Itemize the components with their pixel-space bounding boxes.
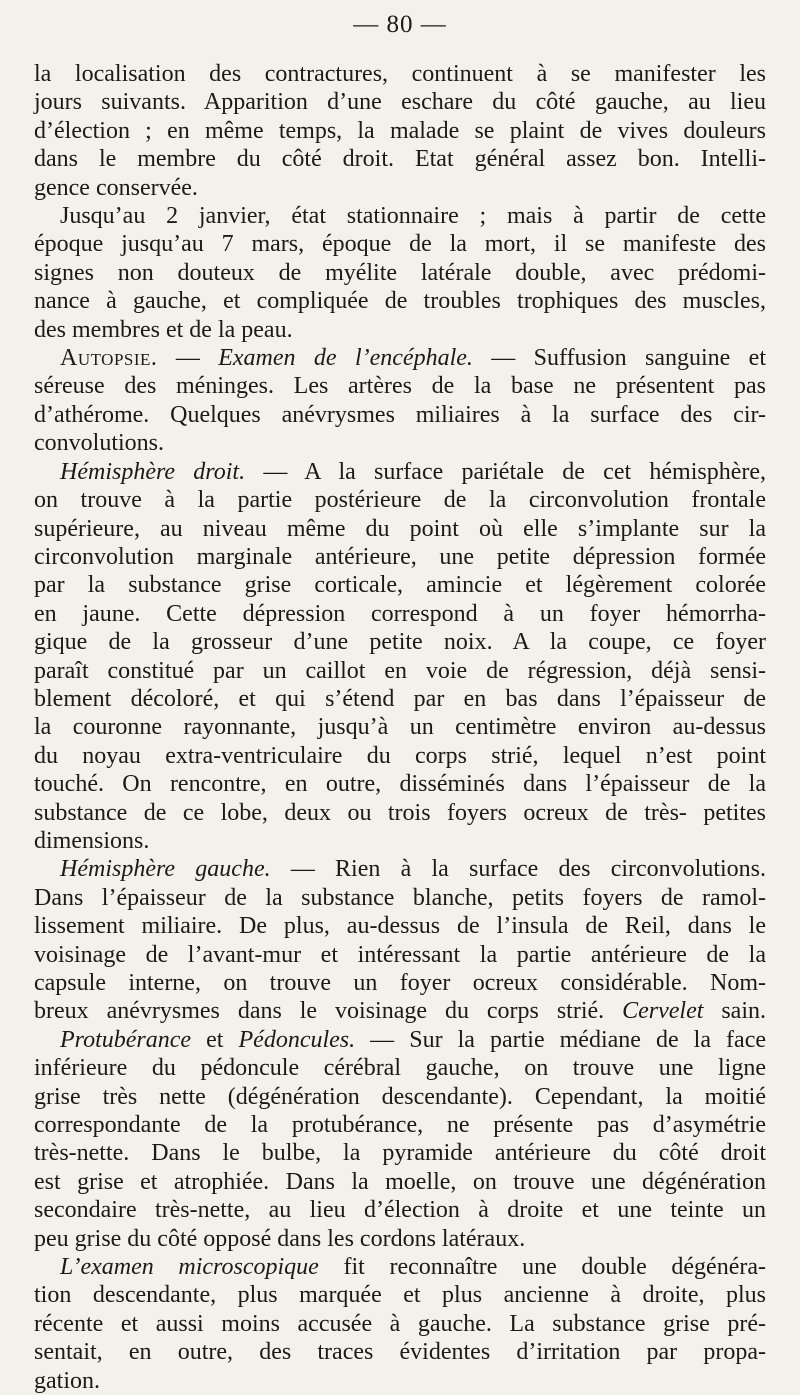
- paragraph-hemisphere-gauche: [34, 855, 766, 1025]
- text-line: est grise et atrophiée. Dans la moelle, on trouve une dégénération: [34, 1168, 766, 1195]
- text-line: des membres et de la peau.: [34, 316, 293, 343]
- text-line: époque jusqu’au 7 mars, époque de la mort, il se manifeste des: [34, 231, 766, 258]
- text-line: dans le membre du côté droit. Etat général assez bon. Intelli-: [34, 146, 766, 173]
- text-line: gation.: [34, 1367, 100, 1394]
- text-line: blement décoloré, et qui s’étend par en bas dans l’épaisseur de: [34, 685, 766, 712]
- text-run: — Rien à la surface des circonvolutions.: [270, 856, 766, 883]
- text-line: en jaune. Cette dépression correspond à un foyer hémorrha-: [34, 600, 766, 627]
- text-line: peu grise du côté opposé dans les cordons latéraux.: [34, 1225, 526, 1252]
- text-line: dimensions.: [34, 827, 150, 854]
- text-line: [34, 344, 766, 372]
- paragraph-hemisphere-droit: [34, 458, 766, 856]
- text-run: — A la surface pariétale de cet hémisphère,: [245, 458, 766, 485]
- paragraph-1: [34, 60, 766, 202]
- text-line: gence conservée.: [34, 174, 198, 201]
- text-line: paraît constitué par un caillot en voie de régression, déjà sensi-: [34, 657, 766, 684]
- text-line: d’élection ; en même temps, la malade se plaint de vives douleurs: [34, 117, 766, 144]
- text-line: grise très nette (dégénération descendante). Cependant, la moitié: [34, 1083, 766, 1110]
- text-line: circonvolution marginale antérieure, une petite dépression formée: [34, 543, 766, 570]
- text-line: séreuse des méninges. Les artères de la base ne présentent pas: [34, 373, 766, 400]
- text-line: supérieure, au niveau même du point où elle s’implante sur la: [34, 515, 766, 542]
- text-run: et: [191, 1026, 239, 1053]
- paragraph-examen-microscopique: [34, 1253, 766, 1395]
- italic-term: Cervelet: [622, 998, 704, 1025]
- text-line: voisinage de l’avant-mur et intéressant la partie antérieure de la: [34, 941, 766, 968]
- text-line: inférieure du pédoncule cérébral gauche, on trouve une ligne: [34, 1055, 766, 1082]
- subsection-heading: Pédoncules.: [238, 1026, 356, 1053]
- paragraph-2: [34, 202, 766, 344]
- text-line: Dans l’épaisseur de la substance blanche, petits foyers de ramol-: [34, 884, 766, 911]
- paragraph-protuberance: [34, 1026, 766, 1253]
- subsection-heading: Protubérance: [60, 1026, 192, 1053]
- text-line: [34, 1026, 766, 1054]
- text-line: secondaire très-nette, au lieu d’élection à droite et une teinte un: [34, 1197, 766, 1224]
- text-line: d’athérome. Quelques anévrysmes miliaires à la surface des cir-: [34, 401, 766, 428]
- separator: —: [157, 345, 219, 372]
- text-run: fit reconnaître une double dégénéra-: [318, 1254, 766, 1281]
- text-line: la localisation des contractures, continuent à se manifester les: [34, 61, 766, 87]
- text-run: breux anévrysmes dans le voisinage du corps strié.: [34, 998, 623, 1025]
- section-heading: Autopsie.: [60, 345, 158, 372]
- text-line: substance de ce lobe, deux ou trois foyers ocreux de très- petites: [34, 799, 766, 826]
- text-line: touché. On rencontre, en outre, disséminés dans l’épaisseur de la: [34, 771, 766, 798]
- subsection-heading: Hémisphère gauche.: [60, 856, 271, 883]
- text-line: correspondante de la protubérance, ne présente pas d’asymétrie: [34, 1112, 766, 1139]
- text-line: signes non douteux de myélite latérale double, avec prédomi-: [34, 259, 766, 286]
- paragraph-autopsie: [34, 344, 766, 458]
- text-run: sain.: [703, 998, 766, 1025]
- text-line: sentait, en outre, des traces évidentes d’irritation par propa-: [34, 1339, 766, 1366]
- text-line: [34, 458, 766, 486]
- text-line: gique de la grosseur d’une petite noix. A la coupe, ce foyer: [34, 629, 766, 656]
- text-line: [34, 855, 766, 883]
- subsection-heading: L’examen microscopique: [60, 1254, 319, 1281]
- text-line: la couronne rayonnante, jusqu’à un centimètre environ au-dessus: [34, 714, 766, 741]
- subsection-heading: Hémisphère droit.: [60, 458, 246, 485]
- text-run: — Suffusion sanguine et: [472, 345, 766, 372]
- text-line: très-nette. Dans le bulbe, la pyramide antérieure du côté droit: [34, 1140, 766, 1167]
- text-line: du noyau extra-ventriculaire du corps strié, lequel n’est point: [34, 742, 766, 769]
- text-line: par la substance grise corticale, amincie et légèrement colorée: [34, 572, 766, 599]
- subsection-heading: Examen de l’encéphale.: [218, 345, 473, 372]
- text-line: tion descendante, plus marquée et plus ancienne à droite, plus: [34, 1282, 766, 1309]
- text-line: capsule interne, on trouve un foyer ocreux considérable. Nom-: [34, 970, 766, 996]
- text-line: récente et aussi moins accusée à gauche. La substance grise pré-: [34, 1310, 766, 1337]
- text-line: [34, 997, 766, 1025]
- text-line: on trouve à la partie postérieure de la circonvolution frontale: [34, 487, 766, 514]
- text-line: nance à gauche, et compliquée de troubles trophiques des muscles,: [34, 288, 766, 315]
- text-line: convolutions.: [34, 430, 164, 457]
- text-line: [34, 1253, 766, 1281]
- text-line: lissement miliaire. De plus, au-dessus de l’insula de Reil, dans le: [34, 913, 766, 940]
- text-run: — Sur la partie médiane de la face: [355, 1026, 766, 1053]
- text-line: jours suivants. Apparition d’une eschare du côté gauche, au lieu: [34, 89, 766, 116]
- page-number: — 80 —: [353, 11, 447, 38]
- text-line: Jusqu’au 2 janvier, état stationnaire ; mais à partir de cette: [60, 203, 766, 230]
